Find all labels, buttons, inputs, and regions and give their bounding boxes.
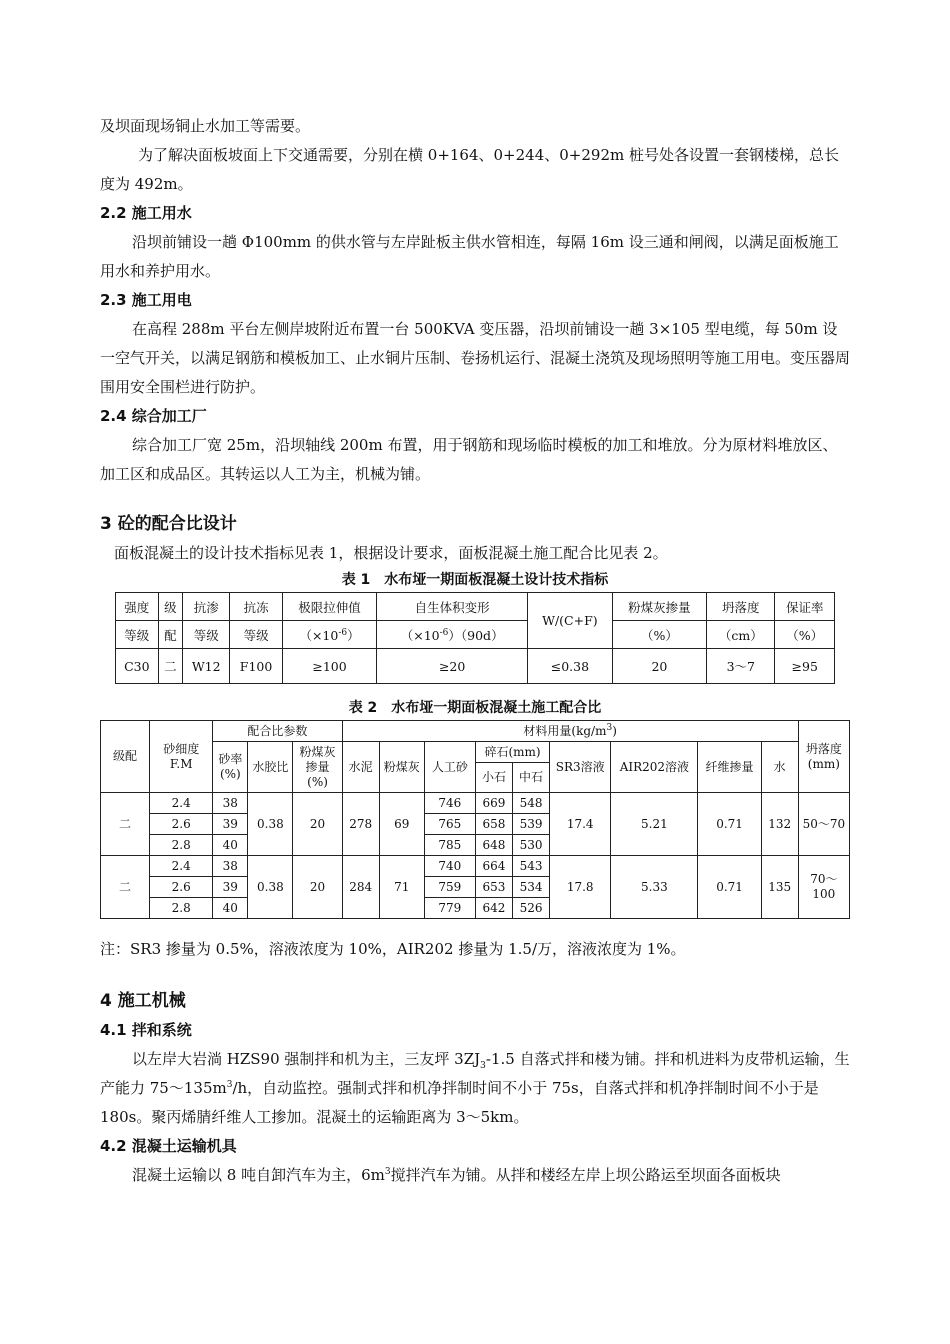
t2-cell: 二 — [101, 793, 150, 856]
t2-cell: 20 — [293, 856, 342, 919]
paragraph-4-1: 以左岸大岩淌 HZS90 强制拌和机为主，三友坪 $3ZJ_3-1.5$ 自落式拌和楼为铺。拌和机进料为皮带机运输，生产能力 $75\sim 135m^3/h$，自动监控。强制式拌和机净拌制时间不小于 75s，自落式拌和机净拌制时间不小于是 180s。聚丙烯腈纤维人工掺加。混凝土的运输距离为 3～5km。 — [100, 1050, 850, 1126]
t2-cell: 765 — [424, 814, 475, 835]
heading-4-2: 4.2 混凝土运输机具 — [100, 1137, 237, 1155]
t2-cell: 548 — [513, 793, 550, 814]
t2-cell: 70～100 — [798, 856, 849, 919]
t2-cell: 40 — [213, 835, 248, 856]
t2-cell: 69 — [379, 793, 424, 856]
t2-cell: 2.6 — [150, 814, 213, 835]
t2-cell: 0.38 — [248, 793, 293, 856]
paragraph-2-4: 综合加工厂宽 25m，沿坝轴线 200m 布置，用于钢筋和现场临时模板的加工和堆放。分为原材料堆放区、加工区和成品区。其转运以人工为主，机械为铺。 — [100, 436, 838, 483]
t1-header: 粉煤灰掺量 — [612, 593, 706, 621]
t1-cell: F100 — [230, 649, 283, 684]
t1-header: 强度 — [116, 593, 159, 621]
t2-cell: 759 — [424, 877, 475, 898]
t2-cell: 664 — [475, 856, 512, 877]
t2-cell: 39 — [213, 814, 248, 835]
t1-header: 抗渗 — [183, 593, 230, 621]
t2-cell: 0.71 — [698, 793, 761, 856]
table2-caption: 表 2 水布垭一期面板混凝土施工配合比 — [348, 700, 602, 716]
paragraph-stairs: 为了解决面板坡面上下交通需要，分别在横 0+164、0+244、0+292m 桩号处各设置一套钢楼梯，总长度为 492m。 — [100, 146, 839, 193]
t2-header: 水 — [761, 742, 798, 793]
t2-cell: 132 — [761, 793, 798, 856]
table2-note: 注：SR3 掺量为 0.5%，溶液浓度为 10%，AIR202 掺量为 1.5/万，溶液浓度为 1%。 — [100, 940, 686, 958]
t2-header: 砂率(%) — [213, 742, 248, 793]
t1-cell: 20 — [612, 649, 706, 684]
t2-cell: 658 — [475, 814, 512, 835]
t1-header: 自生体积变形 — [377, 593, 528, 621]
t2-cell: 2.8 — [150, 898, 213, 919]
t2-cell: 530 — [513, 835, 550, 856]
t2-cell: 779 — [424, 898, 475, 919]
t1-header: 等级 — [230, 621, 283, 649]
t1-header: 级 — [158, 593, 182, 621]
t2-header: SR3溶液 — [550, 742, 611, 793]
paragraph-intro-end: 及坝面现场铜止水加工等需要。 — [100, 117, 311, 135]
t1-cell: ≥95 — [775, 649, 835, 684]
t1-header: 抗冻 — [230, 593, 283, 621]
t2-header: 碎石(mm) — [475, 742, 549, 763]
paragraph-2-2: 沿坝前铺设一趟 Φ100mm 的供水管与左岸趾板主供水管相连，每隔 16m 设三通和闸阀，以满足面板施工用水和养护用水。 — [100, 233, 839, 280]
t2-cell: 278 — [342, 793, 379, 856]
t2-cell: 17.8 — [550, 856, 611, 919]
t2-cell: 71 — [379, 856, 424, 919]
paragraph-3: 面板混凝土的设计技术指标见表 1，根据设计要求，面板混凝土施工配合比见表 2。 — [114, 544, 668, 562]
t2-header: 水泥 — [342, 742, 379, 793]
t1-header: 极限拉伸值 — [282, 593, 376, 621]
t2-cell: 0.71 — [698, 856, 761, 919]
t2-cell: 648 — [475, 835, 512, 856]
t2-cell: 0.38 — [248, 856, 293, 919]
t2-header: 配合比参数 — [213, 721, 342, 742]
t2-cell: 642 — [475, 898, 512, 919]
t2-cell: 2.4 — [150, 856, 213, 877]
t1-header: （%） — [612, 621, 706, 649]
t2-cell: 2.4 — [150, 793, 213, 814]
t1-header: 坍落度 — [707, 593, 775, 621]
t2-header: 中石 — [513, 763, 550, 793]
t1-cell: C30 — [116, 649, 159, 684]
heading-2-4: 2.4 综合加工厂 — [100, 407, 207, 425]
document-page — [100, 112, 850, 1190]
t2-header: 砂细度F.M — [150, 721, 213, 793]
t2-cell: 2.6 — [150, 877, 213, 898]
t2-header: 小石 — [475, 763, 512, 793]
t2-cell: 20 — [293, 793, 342, 856]
t2-cell: 746 — [424, 793, 475, 814]
table1-caption: 表 1 水布垭一期面板混凝土设计技术指标 — [341, 572, 609, 588]
table1 — [115, 592, 835, 684]
t2-header: 粉煤灰 — [379, 742, 424, 793]
t1-header: （cm） — [707, 621, 775, 649]
t1-header: $(\times 10^{-6})$ — [282, 621, 376, 649]
table2 — [100, 720, 850, 919]
t2-cell: 50～70 — [798, 793, 849, 856]
t2-cell: 17.4 — [550, 793, 611, 856]
t1-header: 保证率 — [775, 593, 835, 621]
t2-header: 水胶比 — [248, 742, 293, 793]
t2-cell: 5.21 — [611, 793, 698, 856]
heading-2-2: 2.2 施工用水 — [100, 204, 192, 222]
t1-header: （%） — [775, 621, 835, 649]
t1-cell: 3～7 — [707, 649, 775, 684]
t2-cell: 38 — [213, 856, 248, 877]
t2-cell: 740 — [424, 856, 475, 877]
t2-cell: 38 — [213, 793, 248, 814]
t1-header: 等级 — [116, 621, 159, 649]
t2-cell: 135 — [761, 856, 798, 919]
t1-header: W/(C+F) — [528, 593, 613, 649]
t1-cell: ≥100 — [282, 649, 376, 684]
t2-cell: 39 — [213, 877, 248, 898]
t2-cell: 539 — [513, 814, 550, 835]
heading-2-3: 2.3 施工用电 — [100, 291, 192, 309]
t2-header: AIR202溶液 — [611, 742, 698, 793]
t1-header: 配 — [158, 621, 182, 649]
heading-4: 4 施工机械 — [100, 991, 186, 1011]
t1-header: 等级 — [183, 621, 230, 649]
heading-3: 3 砼的配合比设计 — [100, 514, 237, 534]
t2-cell: 二 — [101, 856, 150, 919]
t2-cell: 526 — [513, 898, 550, 919]
t2-cell: 40 — [213, 898, 248, 919]
t2-header: 坍落度(mm) — [798, 721, 849, 793]
t2-cell: 653 — [475, 877, 512, 898]
t2-cell: 543 — [513, 856, 550, 877]
t2-cell: 534 — [513, 877, 550, 898]
t2-cell: 2.8 — [150, 835, 213, 856]
t1-header: $(\times 10^{-6})(90d)$ — [377, 621, 528, 649]
paragraph-2-3: 在高程 288m 平台左侧岸坡附近布置一台 500KVA 变压器，沿坝前铺设一趟 3×105 型电缆，每 50m 设一空气开关，以满足钢筋和模板加工、止水铜片压制、卷扬机运行、混凝土浇筑及现场照明等施工用电。变压器周围用安全围栏进行防护。 — [100, 320, 851, 396]
t2-cell: 5.33 — [611, 856, 698, 919]
t1-cell: ≤0.38 — [528, 649, 613, 684]
t2-header: 纤维掺量 — [698, 742, 761, 793]
t2-cell: 669 — [475, 793, 512, 814]
paragraph-4-2: 混凝土运输以 8 吨自卸汽车为主，$6m^3$搅拌汽车为铺。从拌和楼经左岸上坝公路运至坝面各面板块 — [132, 1166, 781, 1184]
t1-cell: ≥20 — [377, 649, 528, 684]
t2-header: 级配 — [101, 721, 150, 793]
t1-cell: 二 — [158, 649, 182, 684]
t2-cell: 785 — [424, 835, 475, 856]
t2-header: 材料用量$(kg/m^3)$ — [342, 721, 798, 742]
t2-cell: 284 — [342, 856, 379, 919]
heading-4-1: 4.1 拌和系统 — [100, 1021, 192, 1039]
t2-header: 人工砂 — [424, 742, 475, 793]
t1-cell: W12 — [183, 649, 230, 684]
t2-header: 粉煤灰掺量(%) — [293, 742, 342, 793]
